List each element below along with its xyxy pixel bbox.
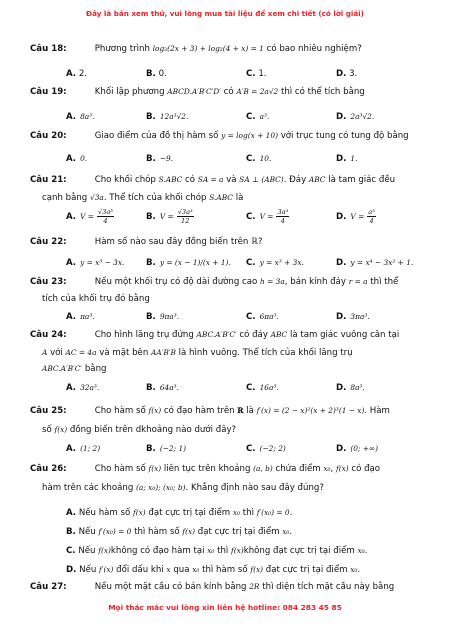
option-c[interactable]: C. 6πa³. xyxy=(246,312,279,322)
option-a[interactable]: A. Nếu hàm số f(x) đạt cực trị tại điểm x₀ thì f′(x₀) = 0. xyxy=(66,508,293,518)
question-24-line2: A với AC = 4a và mặt bên AA′B′B là hình vuông. Thể tích của khối lăng trụ xyxy=(42,348,353,358)
option-a[interactable]: A. 0. xyxy=(66,154,88,164)
option-a[interactable]: A. 32a³. xyxy=(66,383,100,393)
question-21: Câu 21: Cho khối chóp S.ABC có SA = a và SA ⊥ (ABC). Đáy ABC là tam giác đều xyxy=(30,175,396,185)
option-a[interactable]: A. V = $\frac{\text{√3a³}}{4}$ xyxy=(66,208,113,225)
option-b[interactable]: B. 64a³. xyxy=(146,383,179,393)
option-a[interactable]: A. y = x³ − 3x. xyxy=(66,258,125,268)
question-label: Câu 27: xyxy=(30,582,67,592)
question-23-line2: tích của khối trụ đó bằng xyxy=(42,294,150,304)
option-c[interactable]: C. 10. xyxy=(246,154,272,164)
question-label: Câu 18: xyxy=(30,44,67,54)
question-24-line3: ABC.A′B′C′ bằng xyxy=(42,364,107,374)
option-c[interactable]: C. 1. xyxy=(246,69,267,79)
option-c[interactable]: C. y = x³ + 3x. xyxy=(246,258,304,268)
option-a[interactable]: A. πa³. xyxy=(66,312,95,322)
option-c[interactable]: C. V = $\frac{\text{3a³}}{4}$ xyxy=(246,208,289,225)
option-d[interactable]: D. Nếu f′(x) đổi dấu khi x qua x₀ thì hàm số f(x) đạt cực trị tại điểm x₀. xyxy=(66,565,361,575)
preview-notice-banner: Đây là bản xem thử, vui lòng mua tài liệu để xem chi tiết (có lời giải) xyxy=(86,9,364,18)
option-b[interactable]: B. 0. xyxy=(146,69,167,79)
equation: log₂(2x + 3) + log₂(4 + x) = 1 xyxy=(152,44,264,53)
hotline-footer: Mọi thắc mắc vui lòng xin liên hệ hotline: 084 283 45 85 xyxy=(108,603,342,612)
option-c[interactable]: C. a³. xyxy=(246,112,270,122)
option-d[interactable]: D. y = x⁴ − 3x² + 1. xyxy=(336,258,414,268)
question-label: Câu 26: xyxy=(30,464,67,474)
option-d[interactable]: D. 1. xyxy=(336,154,358,164)
question-18 xyxy=(30,44,440,54)
question-label: Câu 20: xyxy=(30,131,67,141)
question-label: Câu 21: xyxy=(30,175,67,185)
question-20: Câu 20: Giao điểm của đồ thị hàm số y = log(x + 10) với trục tung có tung độ bằng xyxy=(30,131,409,141)
option-b[interactable]: B. −9. xyxy=(146,154,174,164)
question-text: có bao nhiêu nghiệm? xyxy=(266,44,362,54)
question-label: Câu 25: xyxy=(30,406,67,416)
option-c[interactable]: C. (−2; 2) xyxy=(246,444,286,454)
option-c[interactable]: C. 16a³. xyxy=(246,383,279,393)
option-d[interactable]: D. 2a³√2. xyxy=(336,112,375,122)
question-22: Câu 22: Hàm số nào sau đây đồng biến trên ℝ? xyxy=(30,237,263,247)
question-26: Câu 26: Cho hàm số f(x) liên tục trên khoảng (a, b) chứa điểm x₀, f(x) có đạo xyxy=(30,464,381,474)
option-d[interactable]: D. 3. xyxy=(336,69,358,79)
option-b[interactable]: B. 9πa³. xyxy=(146,312,180,322)
option-b[interactable]: B. V = $\frac{\text{√3a³}}{12}$ xyxy=(146,208,193,225)
question-21-line2: cạnh bằng √3a. Thể tích của khối chóp S.ABC là xyxy=(42,193,244,203)
question-label: Câu 19: xyxy=(30,87,67,97)
option-a[interactable]: A. 2. xyxy=(66,69,88,79)
option-b[interactable]: B. Nếu f′(x₀) = 0 thì hàm số f(x) đạt cực trị tại điểm x₀. xyxy=(66,527,293,537)
option-d[interactable]: D. (0; +∞) xyxy=(336,444,379,454)
question-25: Câu 25: Cho hàm số f(x) có đạo hàm trên ℝ là f′(x) = (2 − x)²(x + 2)³(1 − x). Hàm xyxy=(30,406,390,416)
question-text: Phương trình xyxy=(94,44,150,54)
option-b[interactable]: B. (−2; 1) xyxy=(146,444,187,454)
question-23: Câu 23: Nếu một khối trụ có độ dài đường cao h = 3a, bán kính đáy r = a thì thể xyxy=(30,277,399,287)
option-b[interactable]: B. y = (x − 1)/(x + 1). xyxy=(146,258,231,268)
option-a[interactable]: A. 8a³. xyxy=(66,112,95,122)
question-label: Câu 24: xyxy=(30,330,67,340)
question-label: Câu 23: xyxy=(30,277,67,287)
option-b[interactable]: B. 12a³√2. xyxy=(146,112,189,122)
option-c[interactable]: C. Nếu f(x)không có đạo hàm tại x₀ thì f(x)không đạt cực trị tại điểm x₀. xyxy=(66,546,368,556)
question-19: Câu 19: Khối lập phương ABCD.A′B′C′D′ có A′B = 2a√2 thì có thể tích bằng xyxy=(30,87,365,97)
question-26-line2: hàm trên các khoảng (a; x₀); (x₀; b). Khẳng định nào sau đây đúng? xyxy=(42,483,324,493)
question-label: Câu 22: xyxy=(30,237,67,247)
question-25-line2: số f(x) đồng biến trên dkhoảng nào dưới đây? xyxy=(42,425,237,435)
option-d[interactable]: D. V = $\frac{\text{a³}}{4}$ xyxy=(336,208,375,225)
question-24: Câu 24: Cho hình lăng trụ đứng ABC.A′B′C′ có đáy ABC là tam giác vuông cân tại xyxy=(30,330,400,340)
question-27: Câu 27: Nếu một mặt cầu có bán kính bằng 2R thì diện tích mặt cầu này bằng xyxy=(30,582,395,592)
option-d[interactable]: D. 3πa³. xyxy=(336,312,370,322)
option-a[interactable]: A. (1; 2) xyxy=(66,444,101,454)
option-d[interactable]: D. 8a³. xyxy=(336,383,365,393)
